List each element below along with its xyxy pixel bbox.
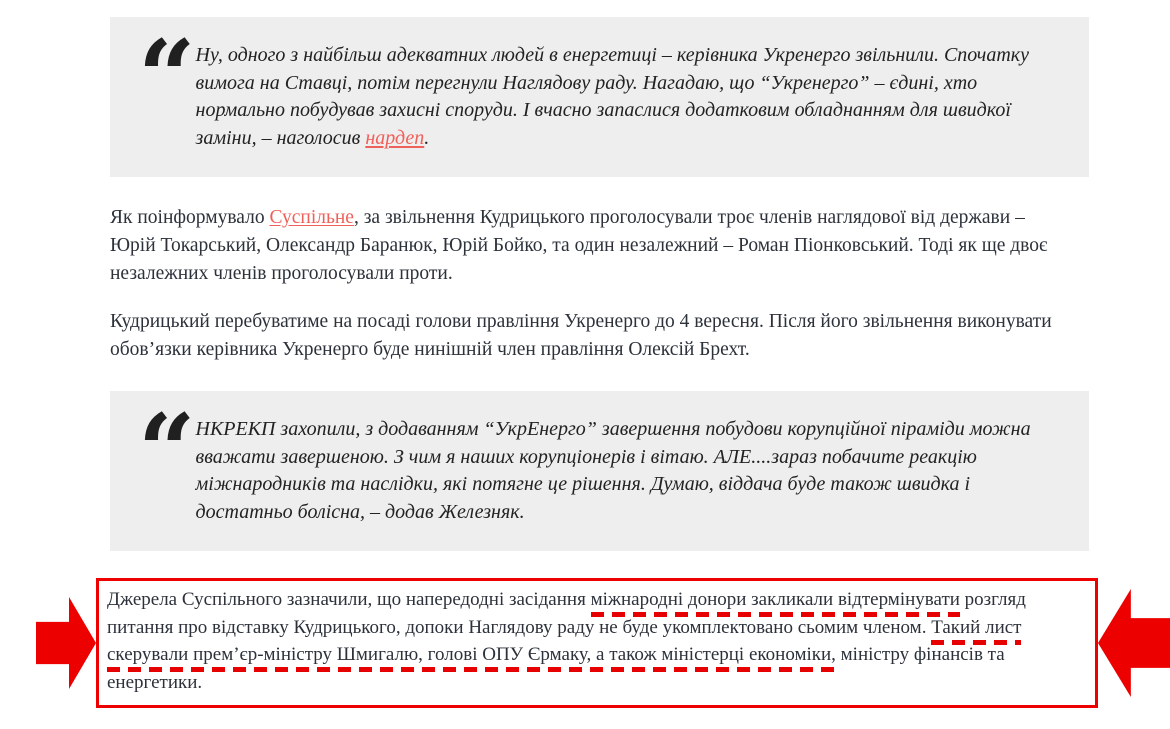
quote-icon: “ <box>138 392 196 510</box>
red-arrow-left-icon <box>1098 589 1170 697</box>
paragraph: Кудрицький перебуватиме на посаді голови правління Укренерго до 4 вересня. Після його звільнення виконувати обов’язки керівника Укренерго буде нинішній член правління Олексій Брехт. <box>110 311 1052 360</box>
blockquote-top-text <box>196 42 1059 152</box>
inline-link[interactable]: Суспільне <box>269 207 354 228</box>
text-segment: Ну, одного з найбільш адекватних людей в енергетиці – керівника Укренерго звільнили. Спочатку вимога на Ставці, потім перегнули Наглядову раду. Нагадаю, що “Укренерго” – єдині, хто нормально побудував захисні споруди. І вчасно запаслися додатковим обладнанням для швидкої заміни, – наголосив <box>195 44 1029 149</box>
quote-icon: “ <box>138 18 196 136</box>
text-segment: Джерела Суспільного зазначили, що напередодні засідання <box>107 589 591 610</box>
text-segment: , за звільнення Кудрицького проголосували троє членів наглядової від держави – Юрій Токарський, Олександр Баранюк, Юрій Бойко, та один незалежний – Роман Піонковський. Тоді як ще двоє незалежних членів проголосували проти. <box>110 207 1048 284</box>
text-segment: міністру фінансів та енергетики. <box>107 644 1005 693</box>
red-arrow-right-icon <box>36 597 96 689</box>
red-dashed-underline-annotation: Такий лист скерували прем’єр-міністру Шмигалю, голові ОПУ Єрмаку, а також міністерці економіки, <box>107 617 1021 673</box>
highlighted-paragraph <box>96 578 1098 708</box>
blockquote-top <box>110 17 1089 177</box>
highlighted-section <box>96 578 1098 708</box>
paragraph <box>110 204 1072 288</box>
blockquote-bottom-text: НКРЕКП захопили, з додаванням “УкрЕнерго” завершення побудови корупційної піраміди можна вважати завершеною. З чим я наших корупціонерів і вітаю. АЛЕ....зараз побачите реакцію міжнародників та наслідки, які потягне це рішення. Думаю, віддача буде також швидка і достатньо болісна, – додав Железняк. <box>195 418 1031 523</box>
text-segment: Як поінформувало <box>110 207 270 228</box>
text-segment: розгляд питання про відставку Кудрицького, допоки Наглядову раду не буде укомплектовано сьомим членом. <box>107 589 1026 638</box>
blockquote-bottom <box>110 391 1089 551</box>
text-segment: . <box>424 126 430 149</box>
red-dashed-underline-annotation: міжнародні донори закликали відтермінувати <box>591 589 960 617</box>
inline-link[interactable]: нардеп <box>365 126 425 149</box>
